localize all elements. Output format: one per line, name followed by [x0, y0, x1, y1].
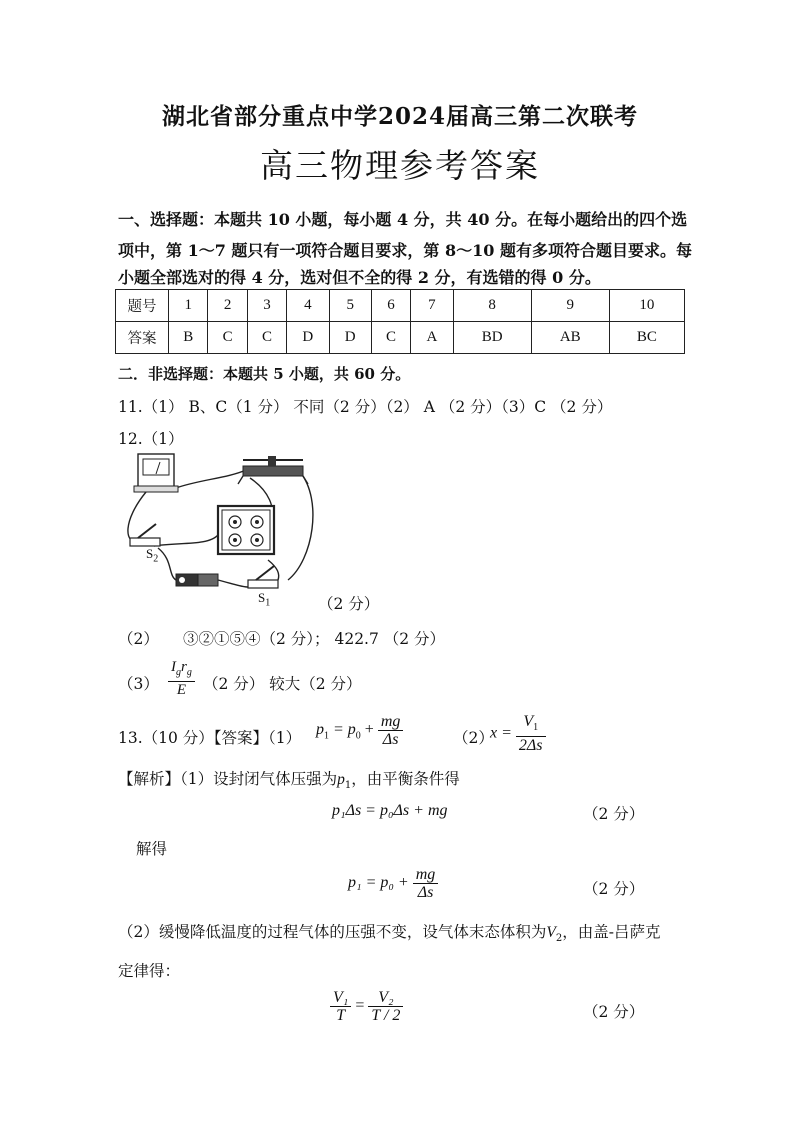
q13-eq2: p₁ = p₀ + $\frac{mg}{\Delta s}$: [348, 866, 438, 901]
q13-eq3: $\frac{\text{V₁}}{T}$ = $\frac{\text{V₂}}{T / 2}$: [330, 989, 403, 1024]
exam-title: 湖北省部分重点中学2024届高三第二次联考: [161, 103, 638, 130]
q12-part3-prefix: （3）: [118, 675, 159, 693]
table-cell: 1: [169, 290, 208, 322]
table-cell: C: [247, 322, 286, 354]
q13-part2-line2: 定律得：: [118, 962, 181, 980]
q13-eq3-score: （2 分）: [583, 1003, 645, 1021]
galvanometer-icon: [134, 454, 178, 492]
part1-line3: 小题全部选对的得 4 分，选对但不全的得 2 分，有选错的得 0 分。: [118, 268, 601, 287]
switch-s2-icon: [130, 524, 160, 546]
table-cell: 4: [287, 290, 329, 322]
q13-part2-line1: （2）缓慢降低温度的过程气体的压强不变，设气体末态体积为$V_2$，由盖-吕萨克: [118, 923, 661, 945]
table-cell: BD: [453, 322, 531, 354]
rheostat-icon: [238, 456, 308, 484]
table-cell: D: [329, 322, 371, 354]
q13-answer1: $p_1 = p_0$ + $\frac{mg}{\Delta s}$: [316, 713, 403, 748]
table-cell: 2: [208, 290, 247, 322]
q12-part2-text: ③②①⑤④（2 分）； 422.7 （2 分）: [183, 630, 446, 648]
table-row-answers: [116, 322, 685, 354]
circuit-diagram: [118, 450, 328, 610]
q13-solve-label: 解得: [136, 840, 168, 858]
table-cell: 6: [371, 290, 410, 322]
q12-part2-prefix: （2）: [118, 630, 159, 648]
battery-icon: [176, 574, 218, 586]
part1-line1: 一、选择题：本题共 10 小题，每小题 4 分，共 40 分。在每小题给出的四个选: [118, 210, 688, 229]
table-cell: B: [169, 322, 208, 354]
q12-part3-fraction: $\frac{I_gr_g}{E}$: [168, 659, 195, 699]
label-s2: $S_2$: [146, 546, 159, 565]
q13-eq2-score: （2 分）: [583, 880, 645, 898]
q12-part3-text: （2 分） 较大（2 分）: [203, 675, 362, 693]
row-label-answer: 答案: [116, 322, 169, 354]
table-cell: A: [411, 322, 453, 354]
table-row-numbers: [116, 290, 685, 322]
table-cell: C: [371, 322, 410, 354]
part2-heading: 二．非选择题：本题共 5 小题，共 60 分。: [118, 365, 411, 383]
table-cell: 10: [609, 290, 684, 322]
q13-eq1: p₁Δs = p₀Δs + mg: [332, 802, 448, 819]
label-s1: $S_1$: [258, 590, 271, 609]
table-cell: 9: [531, 290, 609, 322]
part1-line2: 项中，第 1～7 题只有一项符合题目要求，第 8～10 题有多项符合题目要求。每: [118, 241, 692, 260]
q12-label: 12.（1）: [118, 430, 184, 448]
resistance-box-icon: [218, 506, 274, 554]
q13-eq1-score: （2 分）: [583, 805, 645, 823]
doc-title: 高三物理参考答案: [260, 146, 540, 185]
diagram-score: （2 分）: [318, 595, 380, 613]
table-cell: D: [287, 322, 329, 354]
answer-table: [115, 289, 685, 354]
table-cell: 3: [247, 290, 286, 322]
table-cell: C: [208, 322, 247, 354]
table-cell: 8: [453, 290, 531, 322]
switch-s1-icon: [248, 566, 278, 588]
row-label-number: 题号: [116, 290, 169, 322]
q13-analysis: 【解析】（1）设封闭气体压强为$p_1$，由平衡条件得: [118, 770, 460, 792]
q13-answer2: x = $\frac{V_1}{2\Delta s}$: [490, 713, 546, 754]
table-cell: BC: [609, 322, 684, 354]
q13-label: 13.（10 分）【答案】（1）: [118, 729, 302, 747]
table-cell: 7: [411, 290, 453, 322]
table-cell: 5: [329, 290, 371, 322]
q11-answer: 11.（1） B、C（1 分） 不同（2 分）（2） A （2 分）（3）C （2 分）: [118, 398, 613, 416]
table-cell: AB: [531, 322, 609, 354]
q13-answer2-prefix: （2）: [453, 729, 494, 747]
